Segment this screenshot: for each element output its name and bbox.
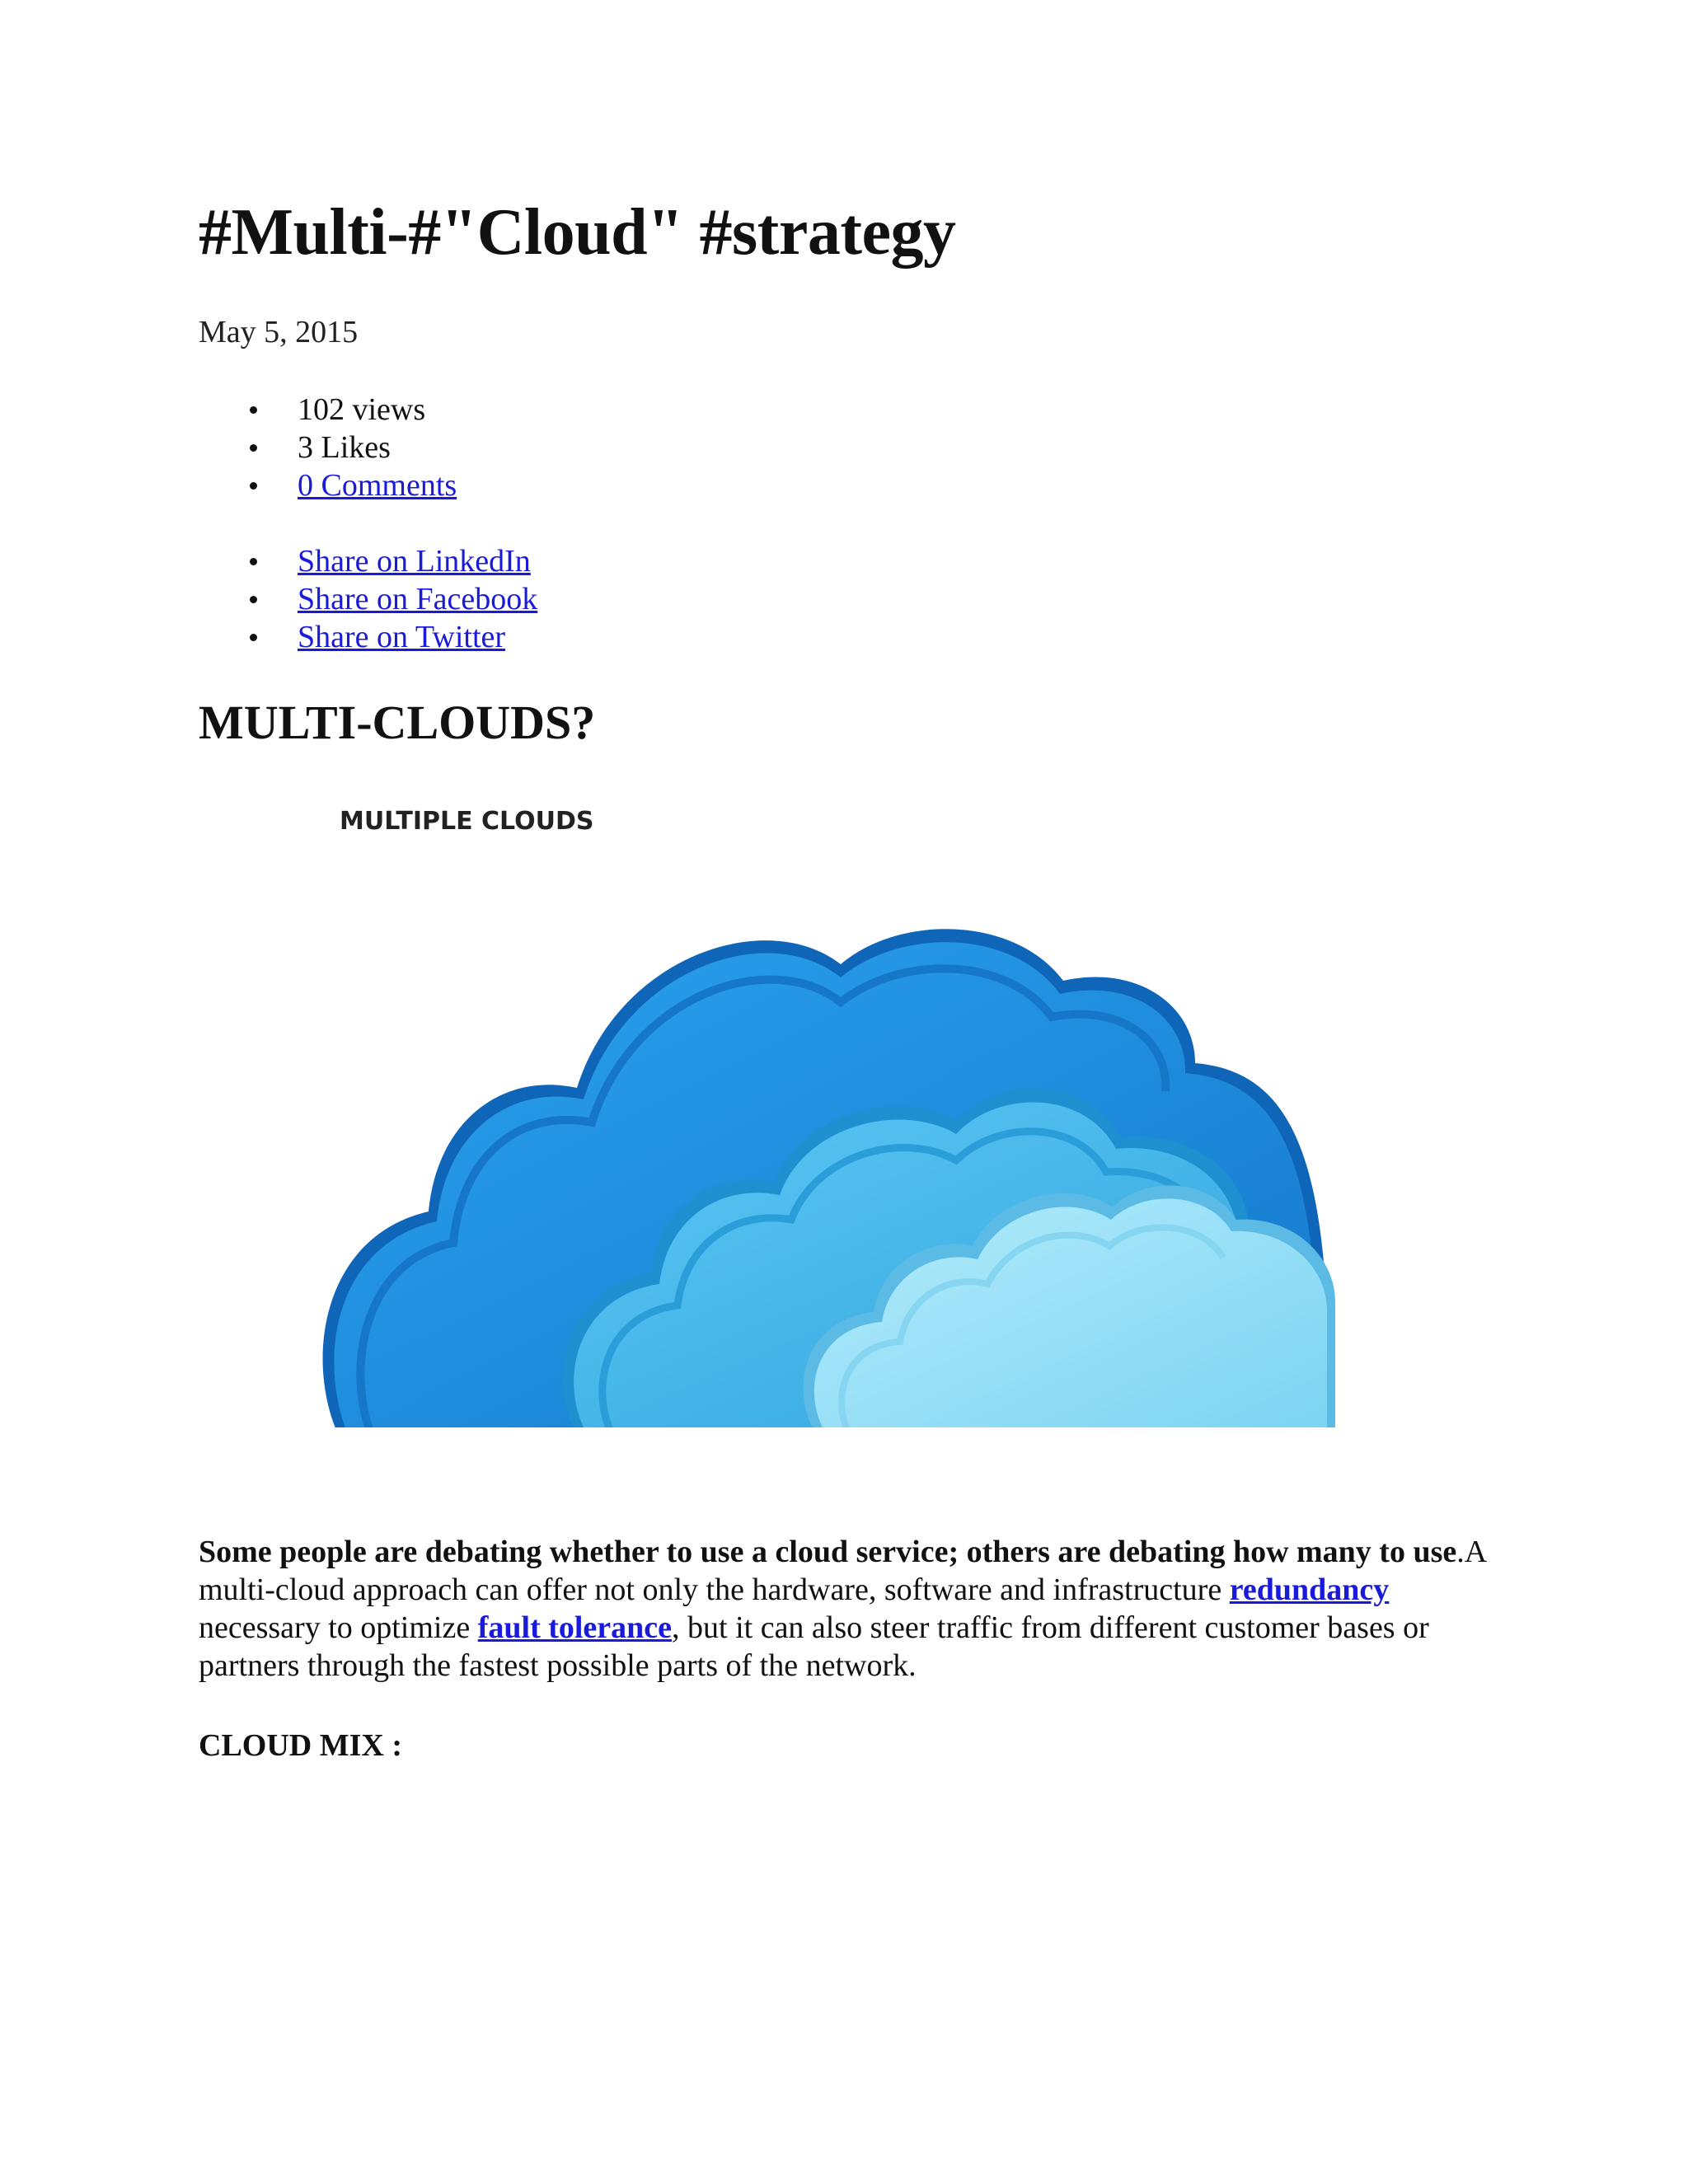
intro-text-2: necessary to optimize <box>199 1610 478 1645</box>
share-item-facebook <box>199 580 537 618</box>
stat-likes <box>199 429 457 466</box>
fault-tolerance-link[interactable]: fault tolerance <box>477 1610 673 1645</box>
bullet-icon <box>250 634 257 641</box>
figure-caption: MULTIPLE CLOUDS <box>340 807 594 836</box>
bullet-icon <box>250 406 257 414</box>
comments-link[interactable]: 0 Comments <box>298 468 457 503</box>
cloud-mix-heading: CLOUD MIX : <box>199 1728 402 1763</box>
share-linkedin-link[interactable]: Share on LinkedIn <box>298 544 531 579</box>
section-heading: MULTI-CLOUDS? <box>199 696 596 749</box>
publish-date: May 5, 2015 <box>199 315 359 349</box>
likes-count: 3 Likes <box>298 430 391 465</box>
share-facebook-link[interactable]: Share on Facebook <box>298 582 538 616</box>
share-item-linkedin <box>199 542 537 580</box>
intro-paragraph <box>199 1533 1501 1685</box>
share-twitter-link[interactable]: Share on Twitter <box>298 620 506 654</box>
stat-comments <box>199 466 457 504</box>
share-links-list <box>199 542 537 656</box>
bullet-icon <box>250 444 257 452</box>
clouds-illustration <box>305 791 1335 1434</box>
redundancy-link[interactable]: redundancy <box>1229 1572 1390 1607</box>
multiple-clouds-image <box>305 791 1335 1434</box>
article-stats-list <box>199 391 457 504</box>
views-count: 102 views <box>298 392 426 427</box>
bullet-icon <box>250 558 257 565</box>
share-item-twitter <box>199 618 537 656</box>
bullet-icon <box>250 482 257 490</box>
bullet-icon <box>250 596 257 603</box>
stat-views <box>199 391 457 429</box>
article-title: #Multi-#"Cloud" #strategy <box>199 196 956 269</box>
intro-text-3: , but it can also steer traffic from different customer bases or partners through the fastest possible parts of the network. <box>199 1610 1429 1683</box>
intro-text-1: .A multi-cloud approach can offer not only the hardware, software and infrastructure <box>199 1535 1486 1607</box>
intro-bold-lead: Some people are debating whether to use a cloud service; others are debating how many to use <box>199 1535 1457 1569</box>
